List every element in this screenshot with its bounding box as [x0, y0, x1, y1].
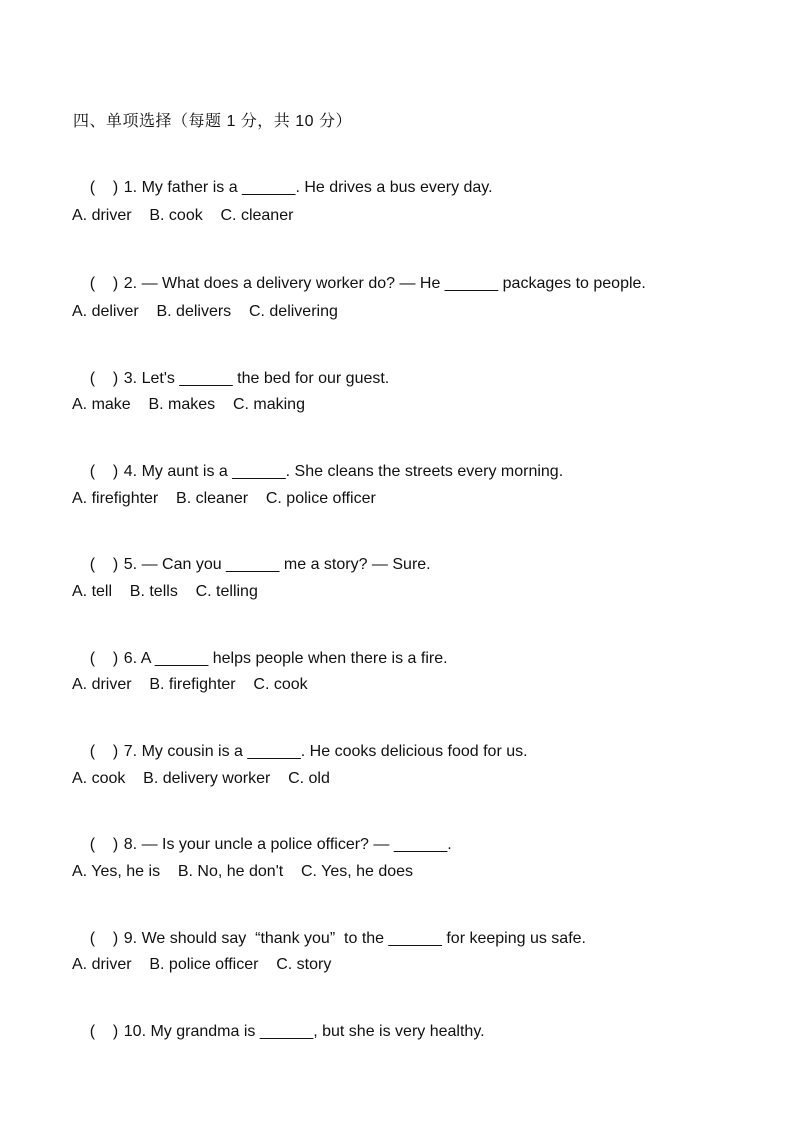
- answer-bracket[interactable]: ( ): [89, 743, 119, 760]
- question-10: [72, 1002, 485, 1062]
- answer-bracket[interactable]: ( ): [89, 275, 119, 292]
- question-7-stem: 7. My cousin is a ______. He cooks delicious food for us.: [123, 743, 528, 760]
- question-4-options: A. firefighter B. cleaner C. police officer: [72, 490, 376, 507]
- question-5-options: A. tell B. tells C. telling: [72, 583, 258, 600]
- question-9-stem: 9. We should say “thank you” to the ______ for keeping us safe.: [123, 930, 586, 947]
- answer-bracket[interactable]: ( ): [89, 836, 119, 853]
- answer-bracket[interactable]: ( ): [89, 1023, 119, 1040]
- question-9-options: A. driver B. police officer C. story: [72, 956, 332, 973]
- answer-bracket[interactable]: ( ): [89, 930, 119, 947]
- answer-bracket[interactable]: ( ): [89, 463, 119, 480]
- question-2-options: A. deliver B. delivers C. delivering: [72, 303, 338, 320]
- question-6-stem: 6. A ______ helps people when there is a fire.: [123, 650, 448, 667]
- question-6-options: A. driver B. firefighter C. cook: [72, 676, 308, 693]
- question-5-stem: 5. — Can you ______ me a story? — Sure.: [123, 556, 431, 573]
- section-title: 四、单项选择（每题 1 分，共 10 分）: [73, 113, 352, 130]
- answer-bracket[interactable]: ( ): [89, 650, 119, 667]
- answer-bracket[interactable]: ( ): [89, 556, 119, 573]
- question-3-options: A. make B. makes C. making: [72, 396, 305, 413]
- question-7-options: A. cook B. delivery worker C. old: [72, 770, 330, 787]
- question-8-stem: 8. — Is your uncle a police officer? — ______.: [123, 836, 452, 853]
- answer-bracket[interactable]: ( ): [89, 179, 119, 196]
- answer-bracket[interactable]: ( ): [89, 370, 119, 387]
- question-1-options: A. driver B. cook C. cleaner: [72, 207, 294, 224]
- question-10-stem: 10. My grandma is ______, but she is very healthy.: [123, 1023, 485, 1040]
- question-3-stem: 3. Let's ______ the bed for our guest.: [123, 370, 390, 387]
- question-4-stem: 4. My aunt is a ______. She cleans the streets every morning.: [123, 463, 564, 480]
- question-2-stem: 2. — What does a delivery worker do? — He ______ packages to people.: [123, 275, 646, 292]
- question-1-stem: 1. My father is a ______. He drives a bus every day.: [123, 179, 493, 196]
- question-8-options: A. Yes, he is B. No, he don't C. Yes, he does: [72, 863, 414, 880]
